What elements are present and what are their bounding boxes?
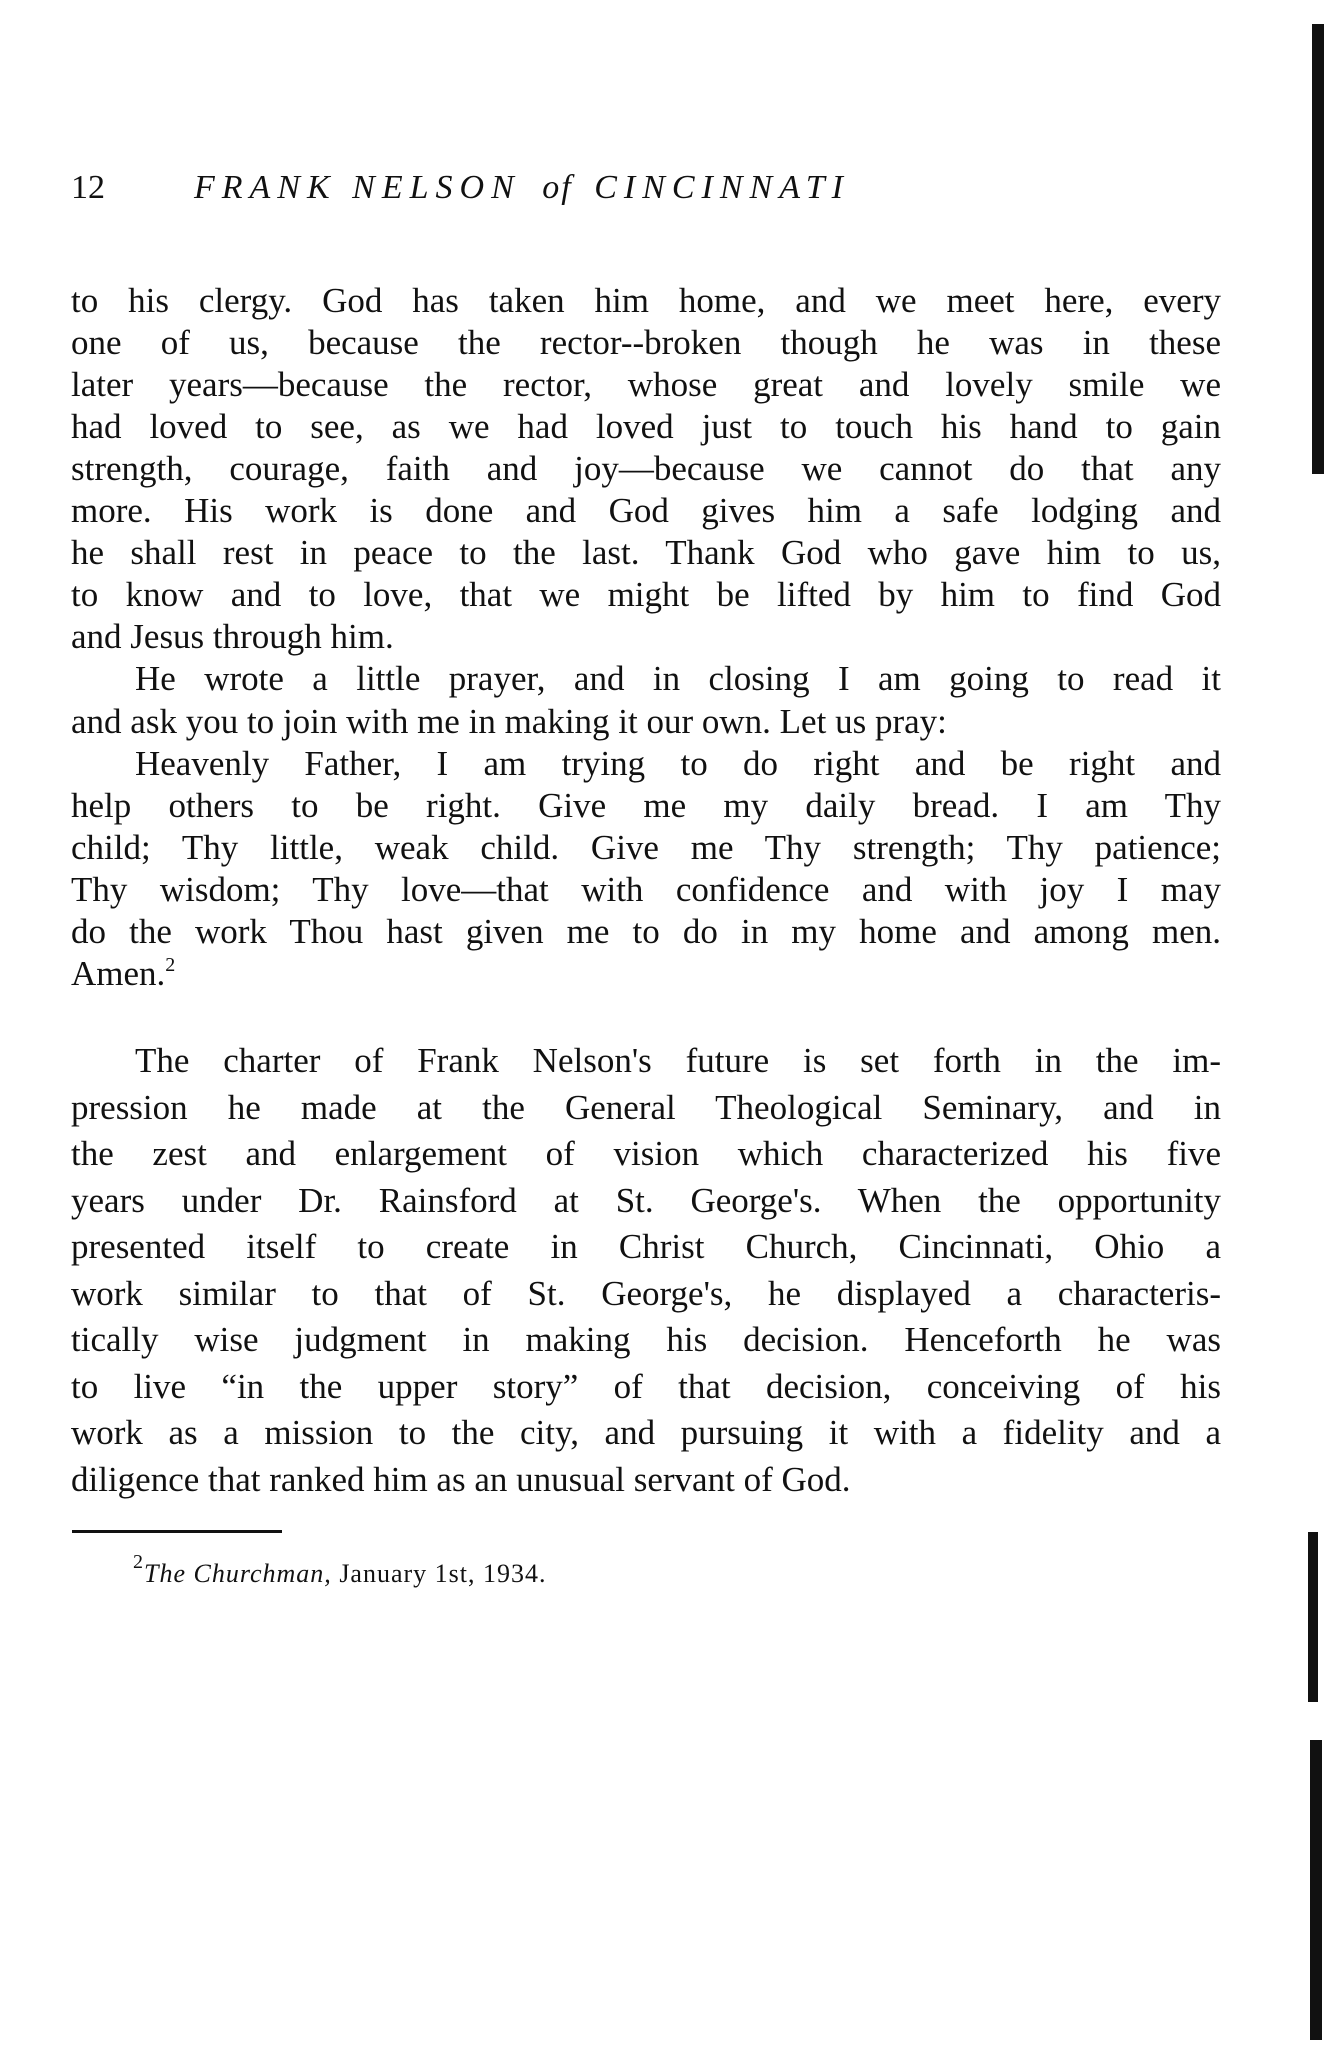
text-line-content: Amen. <box>71 953 166 993</box>
scan-edge-mark <box>1308 1532 1318 1702</box>
text-line-content: Heavenly Father, I am trying to do right and be right and <box>135 743 1221 783</box>
text-line <box>71 280 1221 322</box>
text-line-content: to his clergy. God has taken him home, and we meet here, every <box>71 281 1221 320</box>
text-line <box>71 658 1221 700</box>
text-line-content: presented itself to create in Christ Church, Cincinnati, Ohio a <box>71 1227 1221 1266</box>
text-line <box>71 448 1221 490</box>
text-line-content: pression he made at the General Theological Seminary, and in <box>71 1087 1221 1127</box>
text-line <box>71 1180 1221 1222</box>
text-line-content: more. His work is done and God gives him a safe lodging and <box>71 491 1221 531</box>
footnote <box>133 1551 547 1592</box>
text-line <box>71 1226 1221 1268</box>
footnote-rule <box>72 1530 282 1533</box>
text-line <box>71 1273 1221 1315</box>
text-line <box>71 322 1221 364</box>
scan-edge-mark <box>1310 1740 1322 2040</box>
text-line-content: help others to be right. Give me my daily bread. I am Thy <box>71 785 1221 825</box>
text-line-content: work similar to that of St. George's, he displayed a characteris- <box>71 1273 1221 1313</box>
text-line-content: child; Thy little, weak child. Give me Thy strength; Thy patience; <box>71 827 1221 867</box>
text-line <box>71 1459 1221 1501</box>
text-line <box>71 1319 1221 1361</box>
text-line <box>71 1040 1221 1082</box>
text-line-content: The charter of Frank Nelson's future is set forth in the im- <box>135 1041 1221 1080</box>
running-title-of: of <box>542 169 573 206</box>
text-line-content: years under Dr. Rainsford at St. George's. When the opportunity <box>71 1180 1221 1220</box>
text-line <box>71 574 1221 616</box>
text-line <box>71 532 1221 574</box>
text-line <box>71 406 1221 448</box>
running-title <box>194 168 850 208</box>
text-line-content: do the work Thou hast given me to do in my home and among men. <box>71 911 1221 951</box>
text-line-content: the zest and enlargement of vision which characterized his five <box>71 1134 1221 1173</box>
text-line <box>71 490 1221 532</box>
footnote-marker: 2 <box>133 1551 144 1573</box>
text-line <box>71 364 1221 406</box>
text-line-content: to know and to love, that we might be lifted by him to find God <box>71 575 1221 615</box>
text-line <box>71 701 1221 743</box>
text-line <box>71 785 1221 827</box>
text-line <box>71 827 1221 869</box>
text-line-content: he shall rest in peace to the last. Thank God who gave him to us, <box>71 533 1221 573</box>
text-line <box>71 953 1221 995</box>
text-line-content: diligence that ranked him as an unusual servant of God. <box>71 1459 851 1499</box>
running-title-part: CINCINNATI <box>594 169 850 206</box>
text-line <box>71 869 1221 911</box>
footnote-source: The Churchman, <box>144 1559 332 1588</box>
text-line <box>71 1087 1221 1129</box>
running-title-part: FRANK NELSON <box>194 169 521 206</box>
text-line <box>71 743 1221 785</box>
text-line <box>71 911 1221 953</box>
text-line-content: and ask you to join with me in making it our own. Let us pray: <box>71 701 947 741</box>
text-line <box>71 1366 1221 1408</box>
text-line-content: Thy wisdom; Thy love—that with confidence and with joy I may <box>71 869 1221 909</box>
text-line-content: later years—because the rector, whose great and lovely smile we <box>71 365 1221 405</box>
text-line-content: one of us, because the rector--broken though he was in these <box>71 323 1221 363</box>
text-line-content: tically wise judgment in making his decision. Henceforth he was <box>71 1320 1221 1359</box>
text-line <box>71 1133 1221 1175</box>
footnote-date: January 1st, 1934. <box>331 1559 547 1588</box>
text-line-content: had loved to see, as we had loved just to touch his hand to gain <box>71 407 1221 447</box>
scan-edge-mark <box>1312 24 1324 474</box>
text-line-content: work as a mission to the city, and pursuing it with a fidelity and a <box>71 1413 1221 1452</box>
text-line-content: and Jesus through him. <box>71 617 394 657</box>
text-line <box>71 1412 1221 1454</box>
footnote-reference: 2 <box>165 953 176 976</box>
text-line-content: strength, courage, faith and joy—because we cannot do that any <box>71 449 1221 489</box>
page-number: 12 <box>71 169 105 206</box>
text-line <box>71 616 1221 658</box>
text-line-content: He wrote a little prayer, and in closing I am going to read it <box>135 659 1221 699</box>
text-line-content: to live “in the upper story” of that decision, conceiving of his <box>71 1366 1221 1406</box>
